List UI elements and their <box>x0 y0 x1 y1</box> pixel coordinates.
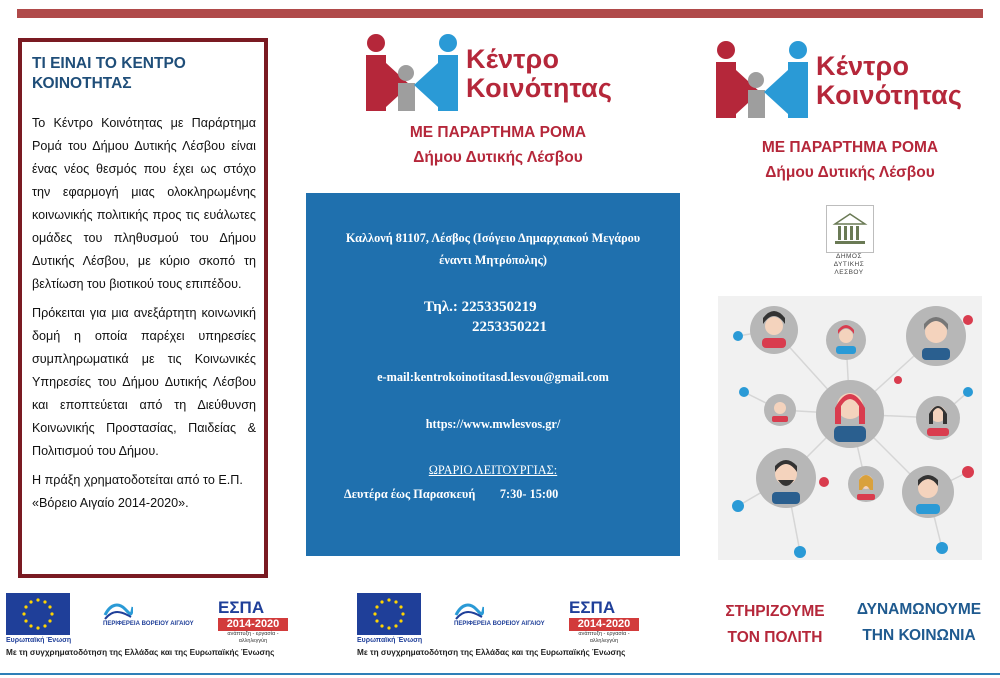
brand-title-line1: Κέντρο <box>466 44 560 74</box>
municipality-line-2: ΔΥΤΙΚΗΣ <box>833 261 865 268</box>
cofunding-text: Με τη συγχρηματοδότηση της Ελλάδας και της Ευρωπαϊκής Ένωσης <box>357 648 626 657</box>
brand-logo-center <box>366 33 636 113</box>
about-paragraph-1: Το Κέντρο Κοινότητας με Παράρτημα Ρομά του Δήμου Δυτικής Λέσβου είναι ένας νέος θεσμός που έχει ως στόχο την εφαρμογή μιας ολοκληρωμένης κοινωνικής πολιτικής προς τις ευάλωτες ομάδες του πληθυσμού του Δήμου Δυτικής Λέσβου, με κύριο σκοπό τη βελτίωση του βιοτικού τους επιπέδου. <box>32 116 256 291</box>
espa-years: 2014-2020 <box>569 618 639 631</box>
people-network-illustration <box>718 296 982 560</box>
contact-email[interactable]: e-mail:kentrokoinotitasd.lesvou@gmail.com <box>377 370 609 384</box>
about-paragraph-3: Η πράξη χρηματοδοτείται από το Ε.Π. «Βόρειο Αιγαίο 2014-2020». <box>32 473 243 510</box>
region-wave-icon <box>103 599 133 621</box>
slogan-right-line-2: ΤΗΝ ΚΟΙΝΩΝΙΑ <box>862 627 976 644</box>
contact-phone-1: Τηλ.: 2253350219 <box>424 299 537 315</box>
temple-icon <box>827 206 873 252</box>
slogan-left-line-2: ΤΟΝ ΠΟΛΙΤΗ <box>727 629 823 646</box>
espa-title: ΕΣΠΑ <box>569 598 616 617</box>
contact-box <box>306 193 680 556</box>
brand-title-line1: Κέντρο <box>816 51 910 81</box>
eu-logo <box>357 593 423 645</box>
about-panel <box>18 38 268 578</box>
espa-tagline: ανάπτυξη - εργασία - αλληλεγγύη <box>578 631 630 644</box>
municipality-logo <box>823 205 875 277</box>
about-title: ΤΙ ΕΙΝΑΙ ΤΟ ΚΕΝΤΡΟ ΚΟΙΝΟΤΗΤΑΣ <box>32 55 186 92</box>
contact-address <box>306 227 680 271</box>
espa-title: ΕΣΠΑ <box>218 598 265 617</box>
brand-subtitle-1: ΜΕ ΠΑΡΑΡΤΗΜΑ ΡΟΜΑ <box>409 124 587 141</box>
espa-logo <box>218 599 288 645</box>
eu-caption: Ευρωπαϊκή Ένωση <box>357 637 423 644</box>
community-logo-icon <box>716 40 808 120</box>
contact-phone-2: 2253350221 <box>472 319 547 335</box>
contact-website-link[interactable]: https://www.mwlesvos.gr/ <box>425 417 561 431</box>
community-logo-icon <box>366 33 458 113</box>
brand-title-line2: Κοινότητας <box>816 80 963 110</box>
slogan-empower-society <box>846 597 992 649</box>
eu-stars-icon <box>20 596 56 632</box>
region-logo <box>454 599 544 635</box>
cofunding-text: Με τη συγχρηματοδότηση της Ελλάδας και της Ευρωπαϊκής Ένωσης <box>6 648 275 657</box>
municipality-line-3: ΛΕΣΒΟΥ <box>834 269 864 276</box>
municipality-line-1: ΔΗΜΟΣ <box>835 253 863 260</box>
espa-logo <box>569 599 639 645</box>
opening-hours: Δευτέρα έως Παρασκευή 7:30- 15:00 <box>344 487 559 501</box>
opening-hours-title: ΩΡΑΡΙΟ ΛΕΙΤΟΥΡΓΙΑΣ: <box>428 463 558 477</box>
region-logo <box>103 599 193 635</box>
eu-caption: Ευρωπαϊκή Ένωση <box>6 637 72 644</box>
region-caption: ΠΕΡΙΦΕΡΕΙΑ ΒΟΡΕΙΟΥ ΑΙΓΑΙΟΥ <box>103 621 194 627</box>
top-decorative-bar <box>17 9 983 18</box>
eu-stars-icon <box>371 596 407 632</box>
address-line-1: Καλλονή 81107, Λέσβος (Ισόγειο Δημαρχιακού Μεγάρου <box>345 231 641 245</box>
slogan-support-citizen <box>714 599 836 651</box>
brand-title-line2: Κοινότητας <box>466 73 613 103</box>
region-caption: ΠΕΡΙΦΕΡΕΙΑ ΒΟΡΕΙΟΥ ΑΙΓΑΙΟΥ <box>454 621 545 627</box>
brand-logo-right <box>716 40 986 120</box>
region-wave-icon <box>454 599 484 621</box>
funding-logos-center <box>357 593 657 663</box>
about-paragraph-2: Πρόκειται για μια ανεξάρτητη κοινωνική δομή η οποία παρέχει υπηρεσίες συμπληρωματικά με τις Κοινωνικές Υπηρεσίες του Δήμου Δυτικής Λέσβου και εποπτεύεται από τη Διεύθυνση Κοινωνικής Προστασίας, Παιδείας & Πολιτισμού του Δήμου. <box>32 306 256 458</box>
brand-subtitle-2: Δήμου Δυτικής Λέσβου <box>413 149 583 166</box>
eu-logo <box>6 593 72 645</box>
espa-years: 2014-2020 <box>218 618 288 631</box>
bottom-decorative-line <box>0 673 1000 675</box>
slogan-left-line-1: ΣΤΗΡΙΖΟΥΜΕ <box>725 603 825 620</box>
address-line-2: έναντι Μητρόπολης) <box>439 253 547 267</box>
brand-subtitle-1: ΜΕ ΠΑΡΑΡΤΗΜΑ ΡΟΜΑ <box>761 139 939 156</box>
brand-subtitle-2: Δήμου Δυτικής Λέσβου <box>765 164 935 181</box>
funding-logos-left <box>6 593 296 663</box>
network-graphic <box>718 296 982 560</box>
slogan-right-line-1: ΔΥΝΑΜΩΝΟΥΜΕ <box>856 601 982 618</box>
espa-tagline: ανάπτυξη - εργασία - αλληλεγγύη <box>227 631 279 644</box>
